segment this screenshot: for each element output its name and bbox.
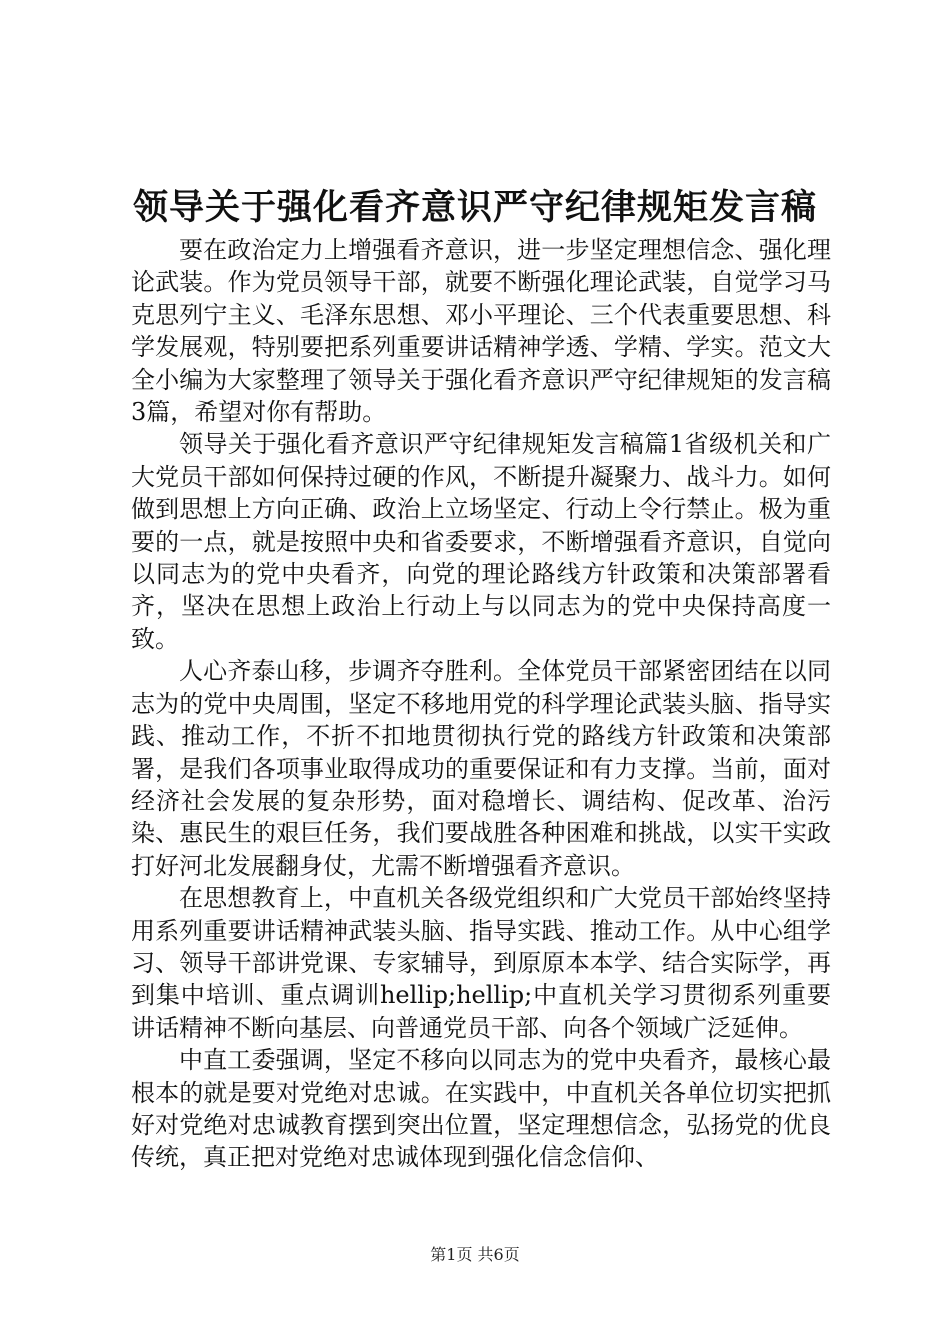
paragraph-5: 中直工委强调，坚定不移向以同志为的党中央看齐，最核心最根本的就是要对党绝对忠诚。在实践中，中直机关各单位切实把抓好对党绝对忠诚教育摆到突出位置，坚定理想信念，弘扬党的优良传统，真正把对党绝对忠诚体现到强化信念信仰、 <box>131 1046 831 1172</box>
paragraph-3: 人心齐泰山移，步调齐夺胜利。全体党员干部紧密团结在以同志为的党中央周围，坚定不移地用党的科学理论武装头脑、指导实践、推动工作，不折不扣地贯彻执行党的路线方针政策和决策部署，是我们各项事业取得成功的重要保证和有力支撑。当前，面对经济社会发展的复杂形势，面对稳增长、调结构、促改革、治污染、惠民生的艰巨任务，我们要战胜各种困难和挑战，以实干实政打好河北发展翻身仗，尤需不断增强看齐意识。 <box>131 657 831 880</box>
paragraph-2: 领导关于强化看齐意识严守纪律规矩发言稿篇1省级机关和广大党员干部如何保持过硬的作风，不断提升凝聚力、战斗力。如何做到思想上方向正确、政治上立场坚定、行动上令行禁止。极为重要的一点，就是按照中央和省委要求，不断增强看齐意识，自觉向以同志为的党中央看齐，向党的理论路线方针政策和决策部署看齐，坚决在思想上政治上行动上与以同志为的党中央保持高度一致。 <box>131 430 831 653</box>
document-title: 领导关于强化看齐意识严守纪律规矩发言稿 <box>132 187 817 228</box>
paragraph-1: 要在政治定力上增强看齐意识，进一步坚定理想信念、强化理论武装。作为党员领导干部，就要不断强化理论武装，自觉学习马克思列宁主义、毛泽东思想、邓小平理论、三个代表重要思想、科学发展观，特别要把系列重要讲话精神学透、学精、学实。范文大全小编为大家整理了领导关于强化看齐意识严守纪律规矩的发言稿3篇，希望对你有帮助。 <box>131 236 831 427</box>
page-number-footer: 第1页 共6页 <box>430 1245 520 1264</box>
document-body <box>131 234 831 1174</box>
paragraph-4: 在思想教育上，中直机关各级党组织和广大党员干部始终坚持用系列重要讲话精神武装头脑、指导实践、推动工作。从中心组学习、领导干部讲党课、专家辅导，到原原本本学、结合实际学，再到集中培训、重点调训hellip;hellip;中直机关学习贯彻系列重要讲话精神不断向基层、向普通党员干部、向各个领域广泛延伸。 <box>131 884 831 1042</box>
